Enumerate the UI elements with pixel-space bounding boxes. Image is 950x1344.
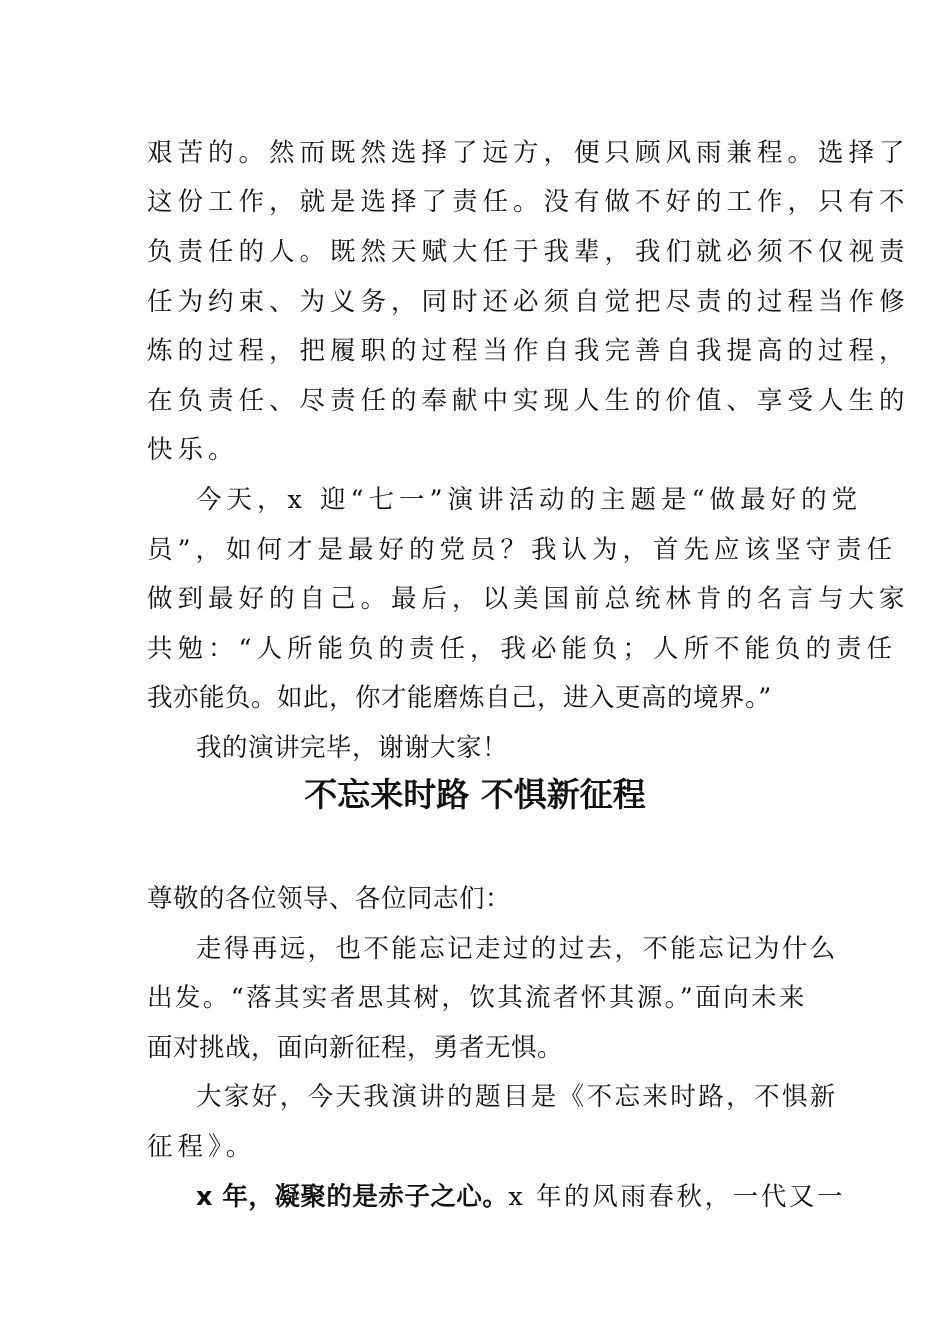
closing-line: 我的演讲完毕，谢谢大家！ xyxy=(196,733,509,763)
paragraph-line: 任为约束、为义务，同时还必须自觉把尽责的过程当作修 xyxy=(147,287,910,317)
paragraph-line: 员”，如何才是最好的党员？我认为，首先应该坚守责任 xyxy=(147,535,898,565)
paragraph-line: 做到最好的自己。最后，以美国前总统林肯的名言与大家 xyxy=(147,584,910,614)
paragraph-line: 快乐。 xyxy=(147,435,239,465)
salutation-line: 尊敬的各位领导、各位同志们： xyxy=(147,884,512,914)
paragraph-line: 面对挑战，面向新征程，勇者无惧。 xyxy=(147,1033,564,1063)
line-continuation: x 年的风雨春秋，一代又一 xyxy=(508,1182,846,1212)
paragraph-line: 大家好，今天我演讲的题目是《不忘来时路，不惧新 xyxy=(196,1082,838,1112)
bold-phrase: x 年，凝聚的是赤子之心。 xyxy=(196,1182,509,1212)
paragraph-line: 在负责任、尽责任的奉献中实现人生的价值、享受人生的 xyxy=(147,386,910,416)
speech-title: 不忘来时路 不惧新征程 xyxy=(304,775,646,814)
paragraph-line: 负责任的人。既然天赋大任于我辈，我们就必须不仅视责 xyxy=(147,237,910,267)
paragraph-line: 艰苦的。然而既然选择了远方，便只顾风雨兼程。选择了 xyxy=(147,138,910,168)
paragraph-line: 征程》。 xyxy=(147,1132,257,1162)
paragraph-line: 出发。“落其实者思其树，饮其流者怀其源。”面向未来 xyxy=(147,983,807,1013)
paragraph-line xyxy=(196,1182,846,1212)
paragraph-line: 我亦能负。如此，你才能磨炼自己，进入更高的境界。” xyxy=(147,683,772,713)
paragraph-line: 共勉：“人所能负的责任，我必能负；人所不能负的责任 xyxy=(147,634,898,664)
paragraph-line: 走得再远，也不能忘记走过的过去，不能忘记为什么 xyxy=(196,934,838,964)
paragraph-line: 今天，x 迎“七一”演讲活动的主题是“做最好的党 xyxy=(196,485,863,515)
paragraph-line: 这份工作，就是选择了责任。没有做不好的工作，只有不 xyxy=(147,187,910,217)
paragraph-line: 炼的过程，把履职的过程当作自我完善自我提高的过程， xyxy=(147,336,910,366)
